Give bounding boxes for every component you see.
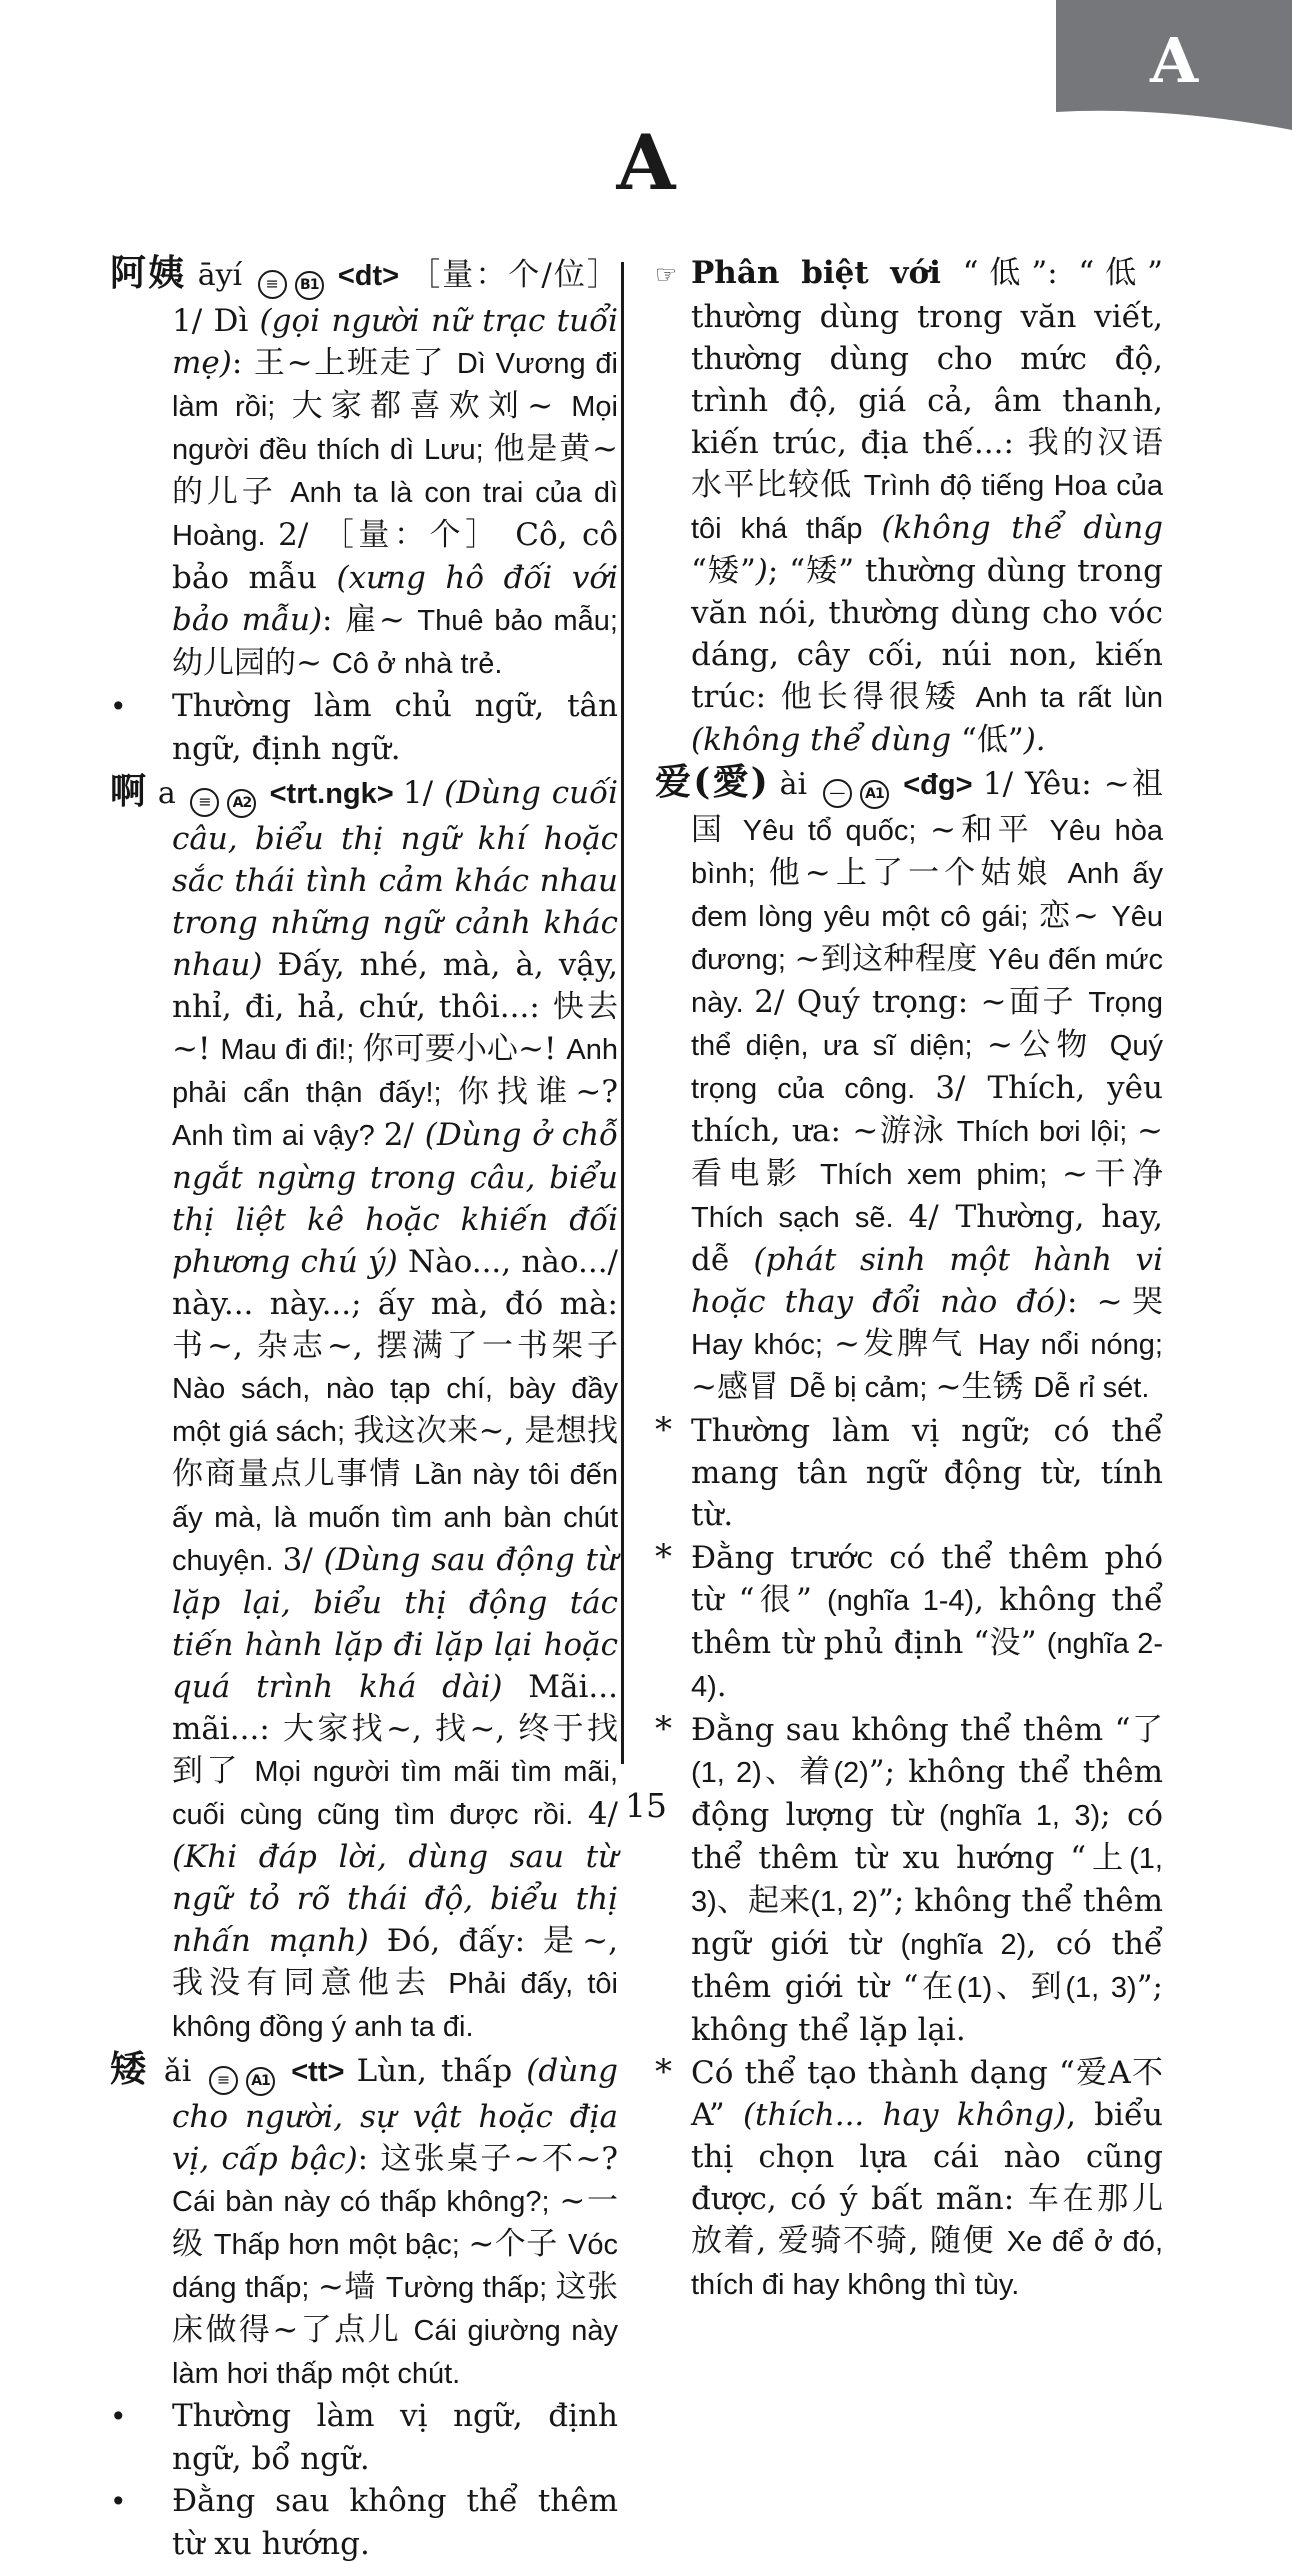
pos-tag: <trt.ngk> (260, 778, 403, 810)
bullet-marker: • (110, 690, 127, 723)
vietnamese-text: Đằng trước có thể thêm phó từ (691, 1540, 1163, 1618)
left-column (110, 252, 618, 2565)
column-divider (621, 262, 624, 1764)
chinese-text: ~面子 (980, 984, 1089, 1020)
vietnamese-gloss: (nghĩa 1-4) (827, 1585, 975, 1617)
vietnamese-gloss: (1) (956, 1972, 993, 2004)
dictionary-entry (110, 770, 618, 2048)
star-marker: * (655, 1709, 672, 1749)
chinese-text: ~哭 (1096, 1284, 1163, 1320)
chinese-text: 幼儿园的~ (172, 645, 332, 681)
chinese-text: 你可要小心~! (362, 1031, 567, 1067)
chinese-text: 这张桌子~不~? (380, 2141, 618, 2177)
chinese-text: 是~, 我没有同意他去 (172, 1923, 618, 2001)
dictionary-entry (655, 761, 1163, 1409)
vietnamese-gloss: (1, 2) (691, 1757, 762, 1789)
vietnamese-text: Lùn, thấp (356, 2053, 527, 2089)
vietnamese-gloss: Thích sạch sẽ. (691, 1202, 909, 1234)
chinese-text: “上 (1070, 1840, 1130, 1876)
tone-class-badge: ≡ (209, 2066, 238, 2095)
vietnamese-text: 4/ (587, 1796, 618, 1832)
vietnamese-gloss: Dễ bị cảm; (788, 1372, 936, 1404)
vietnamese-gloss: Thuê bảo mẫu; (417, 605, 618, 637)
chinese-text: 你找谁~? (457, 1074, 618, 1110)
vietnamese-gloss: Nào sách, nào tạp chí, bày đầy một giá sách; (172, 1373, 618, 1448)
vietnamese-text: 1/ (402, 775, 445, 811)
vietnamese-text: Thường làm chủ ngữ, tân ngữ, định ngữ. (172, 688, 618, 767)
vietnamese-text: 2/ (278, 517, 323, 553)
vietnamese-text: 3/ Thích, yêu thích, ưa: (691, 1070, 1163, 1149)
headword: 啊 (110, 770, 148, 812)
chinese-text: ” (1136, 1969, 1153, 2005)
vietnamese-gloss: Dễ rỉ sét. (1033, 1372, 1150, 1404)
chinese-text: “了 (1114, 1712, 1163, 1748)
level-badge: A1 (246, 2067, 275, 2096)
grammar-note (655, 1536, 1163, 1708)
chinese-text: “低”: “低” (962, 255, 1163, 291)
chinese-text: 恋~ (1039, 898, 1112, 934)
vietnamese-gloss: Thích bơi lội; (956, 1116, 1138, 1148)
pos-tag: <đg> (892, 769, 983, 801)
vietnamese-gloss: Mau đi đi!; (220, 1034, 363, 1066)
vietnamese-text: Đó, đấy: (386, 1923, 544, 1959)
vietnamese-gloss: Yêu đến mức này. (691, 944, 1163, 1019)
bullet-marker: • (110, 2485, 127, 2518)
vietnamese-text: 3/ (282, 1542, 324, 1578)
vietnamese-text: , không thể thêm từ phủ định (691, 1582, 1164, 1661)
vietnamese-gloss: Anh ta rất lùn (975, 682, 1164, 714)
chinese-text: 雇~ (345, 602, 418, 638)
chinese-text: 大家找~, 找~, 终于找到了 (172, 1711, 618, 1789)
chinese-text: 、着 (761, 1754, 834, 1790)
vietnamese-gloss: (nghĩa 1, 3) (939, 1800, 1101, 1832)
corner-tab-letter: A (1149, 24, 1199, 97)
vietnamese-gloss: Thấp hơn một bậc; (213, 2229, 469, 2261)
chinese-text: ~墙 (317, 2269, 386, 2305)
vietnamese-text: Đấy, nhé, mà, à, vậy, nhỉ, đi, hả, chứ, thôi...: (172, 947, 618, 1025)
vietnamese-text: Nào..., nào.../ này... này...; ấy mà, đó mà: (172, 1244, 618, 1322)
chinese-text: 、到 (992, 1969, 1066, 2005)
pinyin: āyí (186, 258, 254, 293)
tone-class-badge: — (823, 779, 852, 808)
chinese-text: “矮” (789, 553, 865, 589)
dictionary-entry (110, 252, 618, 685)
vietnamese-text: : (1067, 1284, 1097, 1320)
chinese-text: ~生锈 (935, 1369, 1034, 1405)
chinese-text: “矮” (691, 553, 756, 589)
pinyin: ǎi (150, 2054, 206, 2089)
vietnamese-text: Đằng sau không thể thêm từ xu hướng. (172, 2483, 618, 2562)
chinese-text: 他长得很矮 (780, 679, 976, 715)
chinese-text: ” (868, 1754, 885, 1790)
grammar-note (655, 2051, 1163, 2306)
level-badge: A2 (227, 789, 256, 818)
vietnamese-text: thường dùng trong văn viết, thường dùng cho mức độ, trình độ, giá cả, âm thanh, kiến trúc, địa thế...: (691, 299, 1163, 461)
vietnamese-text: Cô, cô bảo mẫu (172, 517, 618, 596)
hand-note-icon: ☞ (655, 260, 678, 289)
bullet-marker: • (110, 2400, 127, 2433)
vietnamese-note: (không thể dùng (881, 510, 1164, 546)
vietnamese-gloss: Hay khóc; (691, 1329, 835, 1361)
star-marker: * (655, 1537, 672, 1577)
usage-bullet (110, 685, 618, 770)
pinyin: a (147, 776, 187, 811)
vietnamese-gloss: Mọi người đều thích dì Lưu; (172, 391, 618, 466)
vietnamese-text: 4/ Thường, hay, dễ (691, 1199, 1163, 1278)
vietnamese-gloss: Cái bàn này có thấp không?; (172, 2186, 560, 2218)
vietnamese-text: ; không thể lặp lại. (691, 1969, 1163, 2048)
vietnamese-text: . (716, 1668, 727, 1704)
vietnamese-text: : (231, 345, 254, 381)
vietnamese-text: thường dùng trong văn nói, thường dùng cho vóc dáng, cây cối, núi non, kiến trúc: (691, 553, 1163, 715)
chinese-text: ~个子 (468, 2226, 568, 2262)
vietnamese-text: , có thể thêm giới từ (691, 1926, 1163, 2005)
chinese-text: 快去~! (172, 989, 619, 1067)
chinese-text: 他~上了一个姑娘 (768, 855, 1068, 891)
usage-bullet (110, 2395, 618, 2480)
grammar-note (655, 1409, 1163, 1536)
grammar-note (655, 1708, 1163, 2051)
vietnamese-note: (phát sinh một hành vi hoặc thay đổi nào đó) (691, 1242, 1163, 1320)
chinese-text: ［量：个］ (322, 517, 516, 553)
vietnamese-text: 1/ Dì (172, 303, 260, 339)
chinese-text: ” (877, 1883, 894, 1919)
section-letter: A (616, 118, 676, 207)
vietnamese-gloss: Trình độ tiếng Hoa của tôi khá thấp (691, 470, 1163, 545)
chinese-text: ~游泳 (852, 1113, 957, 1149)
vietnamese-gloss: Anh phải cẩn thận đấy!; (172, 1034, 618, 1109)
vietnamese-gloss: (nghĩa 2) (900, 1929, 1027, 1961)
chinese-text: 大家都喜欢刘~ (291, 388, 572, 424)
chinese-text: ~干净 (1061, 1156, 1163, 1192)
level-badge: A1 (860, 780, 889, 809)
chinese-text: ~到这种程度 (794, 941, 989, 977)
vietnamese-note: (Dùng cuối câu, biểu thị ngữ khí hoặc sắc thái tình cảm khác nhau trong những ngữ cảnh khác nhau) (172, 775, 618, 983)
vietnamese-text: Đằng sau không thể thêm (691, 1712, 1115, 1748)
pos-tag: <tt> (279, 2056, 357, 2088)
vietnamese-gloss: Tường thấp; (385, 2272, 556, 2304)
vietnamese-text: 1/ Yêu: (982, 766, 1104, 802)
vietnamese-gloss: Cái giường này làm hơi thấp một chút. (172, 2315, 619, 2390)
tone-class-badge: ≡ (190, 788, 219, 817)
vietnamese-gloss: Lần này tôi đến ấy mà, là muốn tìm anh bàn chút chuyện. (172, 1459, 619, 1577)
vietnamese-gloss: Trọng thể diện, ưa sĩ diện; (691, 987, 1163, 1062)
comparison-note (655, 252, 1163, 761)
chinese-text: 他是黄~的儿子 (172, 431, 618, 510)
chinese-text: 我这次来~, 是想找你商量点儿事情 (172, 1413, 619, 1492)
chinese-text: 车在那儿放着, 爱骑不骑, 随便 (691, 2181, 1163, 2259)
star-marker: * (655, 1410, 672, 1450)
vietnamese-gloss: Cô ở nhà trẻ. (331, 648, 503, 680)
chinese-text: ~看电影 (691, 1113, 1163, 1192)
pinyin: ài (767, 767, 819, 802)
vietnamese-gloss: Vóc dáng thấp; (172, 2229, 618, 2304)
vietnamese-text: , biểu thị chọn lựa cái nào cũng được, có ý bất mãn: (691, 2097, 1163, 2217)
chinese-text: “低” (961, 722, 1024, 758)
vietnamese-gloss: Xe để ở đó, thích đi hay không thì tùy. (691, 2226, 1163, 2301)
vietnamese-gloss: Anh ấy đem lòng yêu một cô gái; (691, 858, 1163, 933)
vietnamese-gloss: (nghĩa 2-4) (691, 1628, 1163, 1703)
vietnamese-note: (thích... hay không) (742, 2097, 1067, 2133)
vietnamese-gloss: Yêu đương; (691, 901, 1163, 976)
chinese-text: ~祖国 (691, 766, 1163, 848)
vietnamese-gloss: Mọi người tìm mãi tìm mãi, cuối cùng cũng tìm được rồi. (172, 1756, 619, 1831)
chinese-text: “没” (973, 1625, 1047, 1661)
vietnamese-note: ). (1023, 722, 1046, 758)
vietnamese-text: 2/ (383, 1117, 425, 1153)
usage-bullet (110, 2480, 618, 2565)
headword: 爱(愛) (655, 761, 768, 803)
vietnamese-gloss: Anh tìm ai vậy? (172, 1120, 384, 1152)
vietnamese-gloss: Hay nổi nóng; (977, 1329, 1163, 1361)
vietnamese-text: : (357, 2141, 381, 2177)
vietnamese-gloss: Dì Vương đi làm rồi; (172, 348, 618, 423)
vietnamese-text: ; (767, 553, 790, 589)
chinese-text: 这张床做得~了点儿 (172, 2269, 618, 2348)
vietnamese-gloss: Phải đấy, tôi không đồng ý anh ta đi. (172, 1968, 619, 2043)
vietnamese-gloss: (1, 2) (810, 1886, 878, 1918)
level-badge: B1 (295, 271, 324, 300)
vietnamese-text: Thường làm vị ngữ, định ngữ, bổ ngữ. (172, 2398, 618, 2477)
vietnamese-text: 2/ Quý trọng: (754, 984, 981, 1020)
vietnamese-gloss: (1, 3) (1065, 1972, 1137, 2004)
chinese-text: “在 (902, 1969, 957, 2005)
chinese-text: 、起来 (716, 1883, 811, 1919)
vietnamese-gloss: (1, 3) (691, 1843, 1163, 1918)
corner-tab (1056, 0, 1292, 134)
vietnamese-note: (Dùng ở chỗ ngắt ngừng trong câu, biểu thị liệt kê hoặc khiến đối phương chú ý) (172, 1117, 619, 1280)
vietnamese-note: (dùng cho người, sự vật hoặc địa vị, cấp bậc) (172, 2053, 618, 2177)
right-column (655, 252, 1163, 2306)
page-number: 15 (625, 1786, 667, 1825)
vietnamese-note: (xưng hô đối với bảo mẫu) (172, 560, 619, 638)
vietnamese-gloss: Quý trọng của công. (691, 1030, 1163, 1105)
star-marker: * (655, 2052, 672, 2092)
vietnamese-text: ; không thể thêm ngữ giới từ (691, 1883, 1164, 1962)
vietnamese-text: ; có thể thêm từ xu hướng (691, 1797, 1163, 1876)
chinese-text: ~感冒 (691, 1369, 789, 1405)
chinese-text: ~一级 (172, 2183, 618, 2262)
chinese-text: 书~, 杂志~, 摆满了一书架子 (172, 1328, 618, 1364)
pos-tag: <dt> (327, 260, 410, 292)
chinese-text: 王~上班走了 (253, 345, 457, 381)
dictionary-entry (110, 2048, 618, 2395)
vietnamese-text: : (322, 602, 346, 638)
vietnamese-gloss: Yêu tổ quốc; (742, 815, 930, 847)
vietnamese-gloss: Anh ta là con trai của dì Hoàng. (172, 477, 619, 552)
vietnamese-text: Mãi... mãi...: (172, 1669, 618, 1747)
chinese-text: ~和平 (929, 812, 1050, 848)
chinese-text: ~公物 (986, 1027, 1110, 1063)
vietnamese-gloss: (2) (833, 1757, 869, 1789)
vietnamese-gloss: Thích xem phim; (819, 1159, 1062, 1191)
vietnamese-note: (Khi đáp lời, dùng sau từ ngữ tỏ rõ thái độ, biểu thị nhấn mạnh) (172, 1839, 618, 1959)
vietnamese-note: (gọi người nữ trạc tuổi mẹ) (172, 303, 618, 381)
chinese-text: “爱A不A” (691, 2055, 1163, 2133)
vietnamese-text: ; không thể thêm động lượng từ (691, 1754, 1164, 1833)
chinese-text: ［量：个/位］ (409, 257, 618, 293)
headword: 矮 (110, 2048, 151, 2090)
headword: 阿姨 (110, 252, 187, 294)
vietnamese-note: (Dùng sau động từ lặp lại, biểu thị động tác tiến hành lặp đi lặp lại hoặc quá trình khá dài) (172, 1542, 618, 1705)
vietnamese-gloss: Yêu hòa bình; (691, 815, 1163, 890)
chinese-text: ~发脾气 (834, 1326, 978, 1362)
bold-label: Phân biệt với (691, 255, 963, 291)
chinese-text: “很” (738, 1582, 827, 1618)
vietnamese-text: Có thể tạo thành dạng (691, 2055, 1059, 2091)
chinese-text: 我的汉语水平比较低 (691, 425, 1163, 503)
vietnamese-note: ) (755, 553, 768, 589)
vietnamese-text: Thường làm vị ngữ; có thể mang tân ngữ động từ, tính từ. (691, 1413, 1163, 1533)
vietnamese-note: (không thể dùng (691, 722, 961, 758)
tone-class-badge: ≡ (258, 270, 287, 299)
